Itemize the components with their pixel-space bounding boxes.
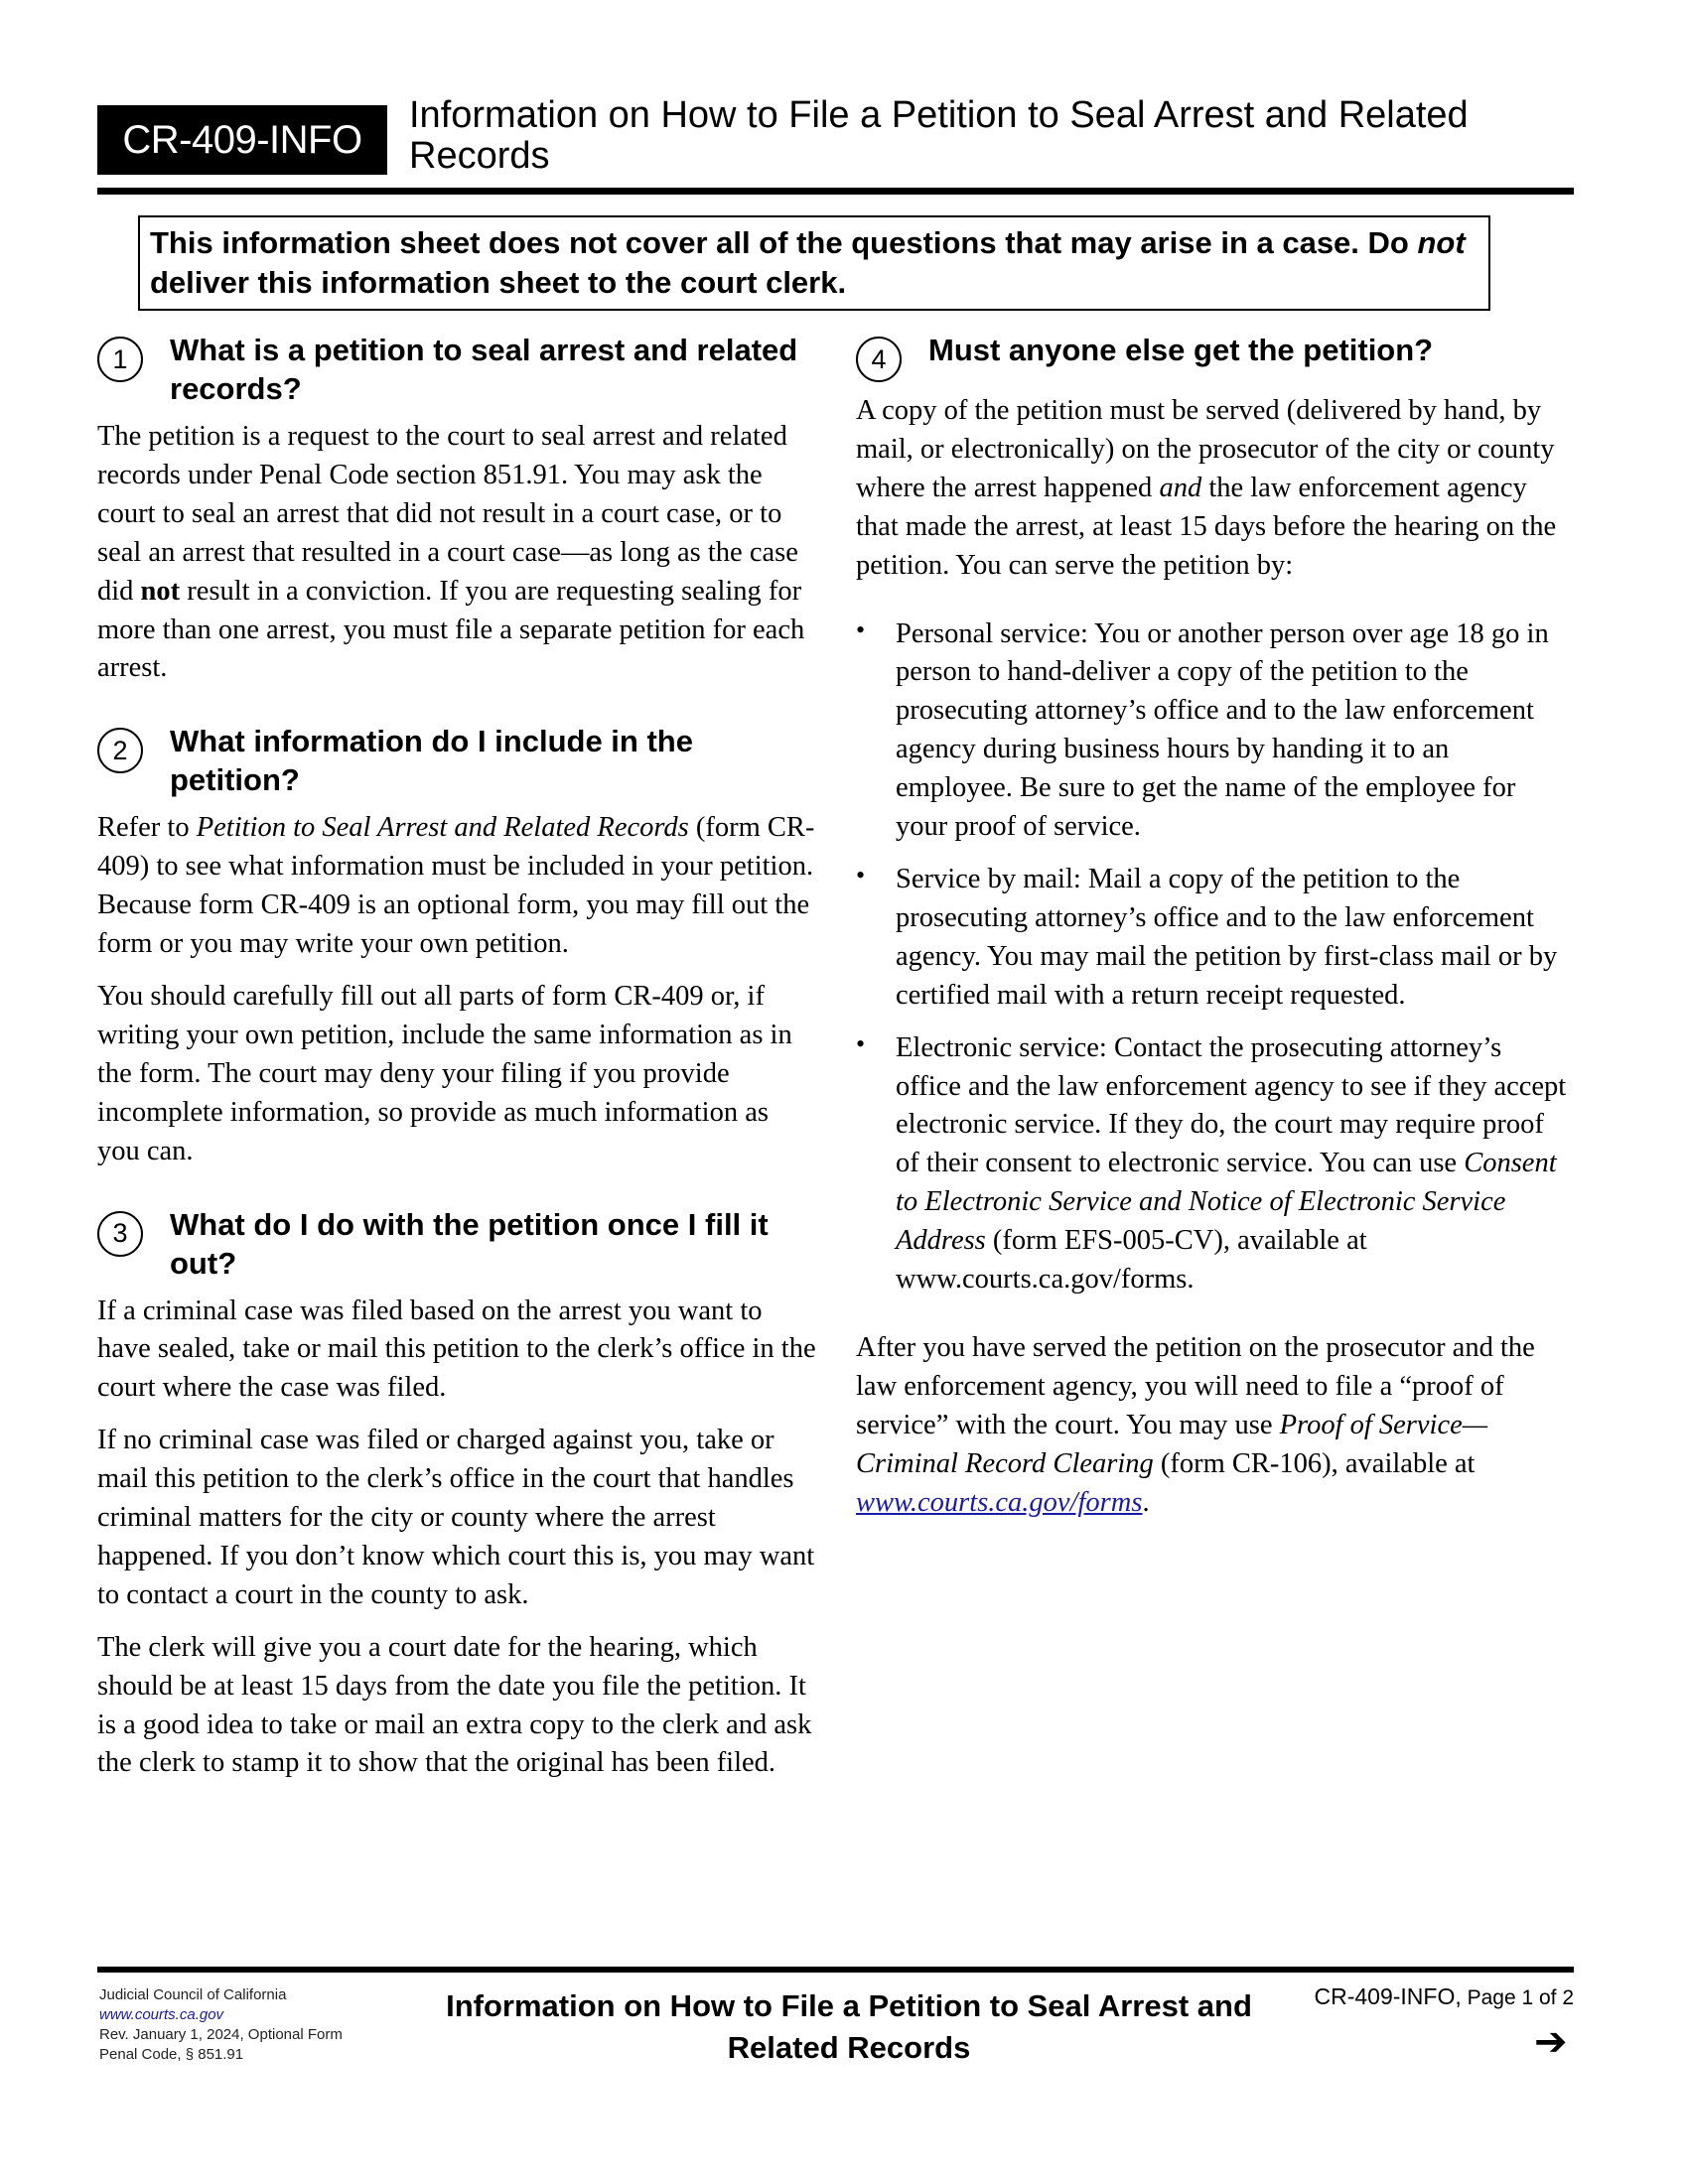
text-segment: The clerk will give you a court date for the hearing, which should be at least 15 days from the date you file the petition. It is a good idea to take or mail an extra copy to the clerk and ask the clerk to stamp it to show that the original has been filed. [97, 1631, 812, 1779]
text-segment: result in a conviction. If you are requesting sealing for more than one arrest, you must file a separate petition for each arrest. [97, 575, 805, 684]
text-segment: Service by mail: Mail a copy of the petition to the prosecuting attorney’s office and to the law enforcement agency. You may mail the petition by first-class mail or by certified mail with a return receipt requested. [896, 863, 1558, 1011]
section-heading [97, 722, 817, 799]
text-segment: This information sheet does not cover all of the questions that may arise in a case. Do [150, 225, 1418, 260]
section-number-circle: 1 [97, 337, 143, 382]
right-arrow-icon[interactable]: ➔ [1534, 2019, 1568, 2065]
header-divider [97, 188, 1574, 195]
text-segment: If a criminal case was filed based on the arrest you want to have sealed, take or mail this petition to the clerk’s office in the court where the case was filed. [97, 1295, 816, 1404]
section-heading-text: Must anyone else get the petition? [928, 333, 1434, 367]
section-1 [97, 331, 817, 688]
text-segment: If no criminal case was filed or charged against you, take or mail this petition to the clerk’s office in the court that handles criminal matters for the city or county where the arrest happened. If you don’t know which court this is, you may want to contact a court in the county to ask. [97, 1425, 815, 1610]
footer-form-number: CR-409-INFO, [1314, 1983, 1462, 2009]
text-segment: After you have served the petition on the prosecutor and the law enforcement agency, you will need to file a “proof of service” with the court. You may use [856, 1331, 1535, 1440]
footer-info [99, 1985, 343, 2065]
section-2 [97, 722, 817, 1170]
text-segment: Consent to Electronic Service and Notice of Electronic Service Address [896, 1148, 1557, 1257]
footer-website-link[interactable]: www.courts.ca.gov [99, 2006, 224, 2023]
section-number-circle: 3 [97, 1211, 143, 1257]
text-segment: Proof of Service—Criminal Record Clearing [856, 1409, 1488, 1479]
bullet-item [856, 615, 1571, 847]
paragraph [856, 392, 1571, 586]
text-segment: not [1417, 225, 1466, 260]
text-segment: Personal service: You or another person over age 18 go in person to hand-deliver a copy of the petition to the prosecuting attorney’s office and to the law enforcement agency during business hours by handing it to an employee. Be sure to get the name of the employee for your proof of service. [896, 617, 1549, 843]
page-number: Page 1 of 2 [1467, 1986, 1574, 2009]
section-3 [97, 1205, 817, 1784]
paragraph [97, 418, 817, 688]
text-segment: the law enforcement agency that made the arrest, at least 15 days before the hearing on the petition. You can serve the petition by: [856, 472, 1557, 581]
text-segment: You should carefully fill out all parts of form CR-409 or, if writing your own petition, include the same information as in the form. The court may deny your filing if you provide incomplete information, so provide as much information as you can. [97, 980, 792, 1166]
paragraph [97, 978, 817, 1171]
paragraph [97, 1293, 817, 1409]
paragraph [97, 809, 817, 964]
text-segment: A copy of the petition must be served (delivered by hand, by mail, or electronically) on the prosecutor of the city or county where the arrest happened [856, 395, 1555, 503]
paragraph [97, 1629, 817, 1784]
text-segment: and [1159, 472, 1202, 503]
section-heading-text: What information do I include in the petition? [170, 724, 693, 798]
footer-org: Judicial Council of California [99, 1986, 287, 2003]
bullet-item [856, 861, 1571, 1016]
section-heading-text: What do I do with the petition once I fill it out? [170, 1206, 769, 1281]
notice-box [138, 215, 1490, 311]
text-segment: Refer to [97, 812, 197, 844]
text-segment: (form EFS-005-CV), available at www.courts.ca.gov/forms. [896, 1225, 1367, 1296]
paragraph [856, 1329, 1571, 1523]
section-heading-text: What is a petition to seal arrest and related records? [170, 333, 798, 406]
form-number-badge: CR-409-INFO [97, 105, 387, 175]
text-segment: The petition is a request to the court to seal arrest and related records under Penal Code section 851.91. You may ask the court to seal an arrest that did not result in a court case, or to seal an arrest that resulted in a court case—as long as the case did [97, 421, 798, 607]
section-number-circle: 2 [97, 728, 143, 773]
text-segment: (form CR-106), available at [1153, 1447, 1476, 1479]
section-heading [856, 331, 1571, 382]
section-number-circle: 4 [856, 337, 902, 382]
text-segment: deliver this information sheet to the court clerk. [150, 265, 847, 300]
page-title: Information on How to File a Petition to Seal Arrest and Related Records [409, 94, 1469, 177]
bullet-item [856, 1029, 1571, 1299]
footer-revision: Rev. January 1, 2024, Optional Form [99, 2026, 343, 2043]
section-heading [97, 331, 817, 408]
footer-divider [97, 1967, 1574, 1973]
forms-link[interactable]: www.courts.ca.gov/forms [856, 1486, 1143, 1518]
text-segment: (form CR-409) to see what information must be included in your petition. Because form CR-409 is an optional form, you may fill out the form or you may write your own petition. [97, 812, 815, 960]
text-segment: Petition to Seal Arrest and Related Records [196, 812, 689, 844]
footer-page-info [1291, 1983, 1574, 2010]
text-segment: . [1142, 1486, 1150, 1518]
text-segment: not [140, 575, 181, 607]
section-heading [97, 1205, 817, 1283]
paragraph [97, 1422, 817, 1615]
footer-authority: Penal Code, § 851.91 [99, 2046, 244, 2063]
text-segment: Electronic service: Contact the prosecuting attorney’s office and the law enforcement agency to see if they accept electronic service. If they do, the court may require proof of their consent to electronic service. You can use [896, 1031, 1567, 1179]
section-4 [856, 331, 1571, 1522]
left-column [97, 331, 817, 1797]
footer-title: Information on How to File a Petition to Seal Arrest and Related Records [446, 1988, 1252, 2065]
right-column [856, 331, 1571, 1536]
